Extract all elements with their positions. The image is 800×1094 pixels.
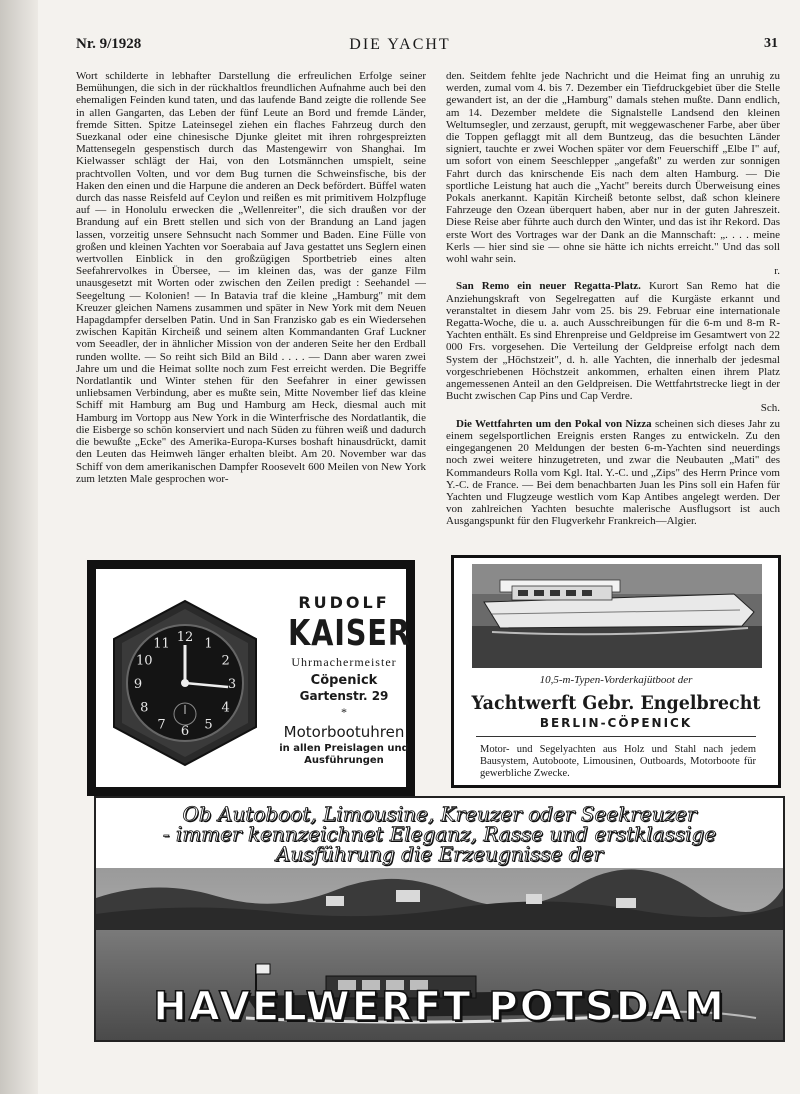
havel-slogan [96,804,783,864]
article-continuation: den. Seitdem fehlte jede Nachricht und die Heimat fing an unruhig zu werden, zumal vom 4. bis 7. Dezember ein Tiefdruckgebiet über die Stelle gewandert ist, an der die „Hamburg" damals stehen mußte. Dann endlich, am 14. Dezember meldete die Signalstelle Landsend den kleinen Weltumsegler, und zerzaust, gerupft, mit weggewaschener Farbe, aber über die Toppen geflaggt mit all dem Buntzeug, das die besuchten Länder signiert, tauchte er zwei Wochen später vor dem Feuerschiff „Elbe I" auf, um sofort von einem Seeschlepper „angefaßt" zu werden zur sonnigen Fahrt durch das knirschende Eis nach dem alten Hamburg. — Die sportliche Leistung hat auch die „Yacht" bereits durch Überweisung eines Pokals anerkannt. Kapitän Kircheiß betonte selbst, daß schon kleinere Fahrzeuge den Ozean überquert haben, aber nur in der guten Jahreszeit. Diese Reise aber führte auch durch den Winter, und das ist ihr Rekord. Das erste Wort des Vortrages war der Dank an die Mannschaft: „. . . . meine Kerls — hier sind sie — ohne sie hätte ich nichts erreicht." Und das soll wohl wahr sein. [446,70,780,266]
kaiser-profession: Uhrmachermeister [291,655,397,669]
ad-rudolf-kaiser [87,560,415,796]
divider [476,736,756,737]
article-column-left [76,70,426,548]
clock-numeral: 2 [221,653,230,669]
clock-numeral: 1 [204,636,213,652]
issue-number: Nr. 9/1928 [76,36,142,52]
motorboat-icon [472,564,762,668]
photo-caption: 10,5-m-Typen-Vorderkajütboot der [539,674,693,686]
clock-numeral: 12 [176,630,194,645]
kaiser-star: * [341,705,347,719]
article-paragraph: Wort schilderte in lebhafter Darstellung die erfreulichen Erfolge seiner Bemühungen, die sich in der rückhaltlos freundlichen Aufnahme auch bei den ehemaligen Feinden kund taten, und das laufende Band zeigte die rollende See in allen Gangarten, das Leben der fünf Leute an Bord und fremde Länder, fremde Sitten. Spitze Lateinsegel ziehen ein flaches Fahrzeug durch den Suezkanal oder eine chinesische Djunke gleitet mit ihren rohrgespreizten Mattensegeln gespenstisch durch das Mastengewirr von Shanghai. Im Kielwasser schlägt der Hai, von den Lotsmännchen umspielt, seine prachtvollen Volten, und vor dem Bug turnen die Schweinsfische, bis der Haken den einen und die Harpune die anderen an Deck befördert. Büffel waten durch das nasse Reisfeld auf Ceylon und reißen es mit primitivem Holzpfluge auf — in Honolulu erwecken die „Wellenreiter", die sich draußen vor der Brandung auf ein Brett stellen und sich von der Brandung an Land jagen lassen, vorzeitig unsere Sehnsucht nach Sommer und Baden. Eine Fülle von großen und kleinen Yachten vor Soerabaia auf Java gestattet uns Seglern einen wertvollen Einblick in den großzügigen Sportbetrieb eines alten Seefahrervolkes in Übersee, — im kleinen das, was der ganze Film unausgesetzt mit Worten oder zwischen den Zeilen predigt : Seehandel — Seegeltung — Kolonien! — In Batavia traf die kleine „Hamburg" mit dem Kreuzer gleichen Namens zusammen und später in New York mit dem Neuen Hapagdampfer derselben Patin. Und in San Franzisko gab es ein Wiedersehen zwischen Kapitän Kircheiß und seinem alten Kommandanten Graf Luckner vom Seeadler, der in ähnlicher Mission von der anderen Seite her den Erdball runden wollte. — So reiht sich Bild an Bild . . . . — Dann aber waren zwei Jahre um und die Heimat sollte noch zum Fest erreicht werden. Die Begriffe Nordatlantik und Winter stehen für den Seefahrer in einer gewissen unliebsamen Verbindung, aber es mußte sein, Mitte November lief das kleine Schiff mit Hamburg am Bug und Hamburg am Heck, diesmal auch mit Hamburg im Vortopp aus New York in die Winterfrische des Nordatlantik, die die Eisberge so schön konserviert und nach Süden zu führen weiß und dadurch die bewußte „Ecke" des Amerika-Europa-Kurses boshaft hinausdrückt, damit den Leuten das Heimweh länger erhalten bleibt. Am 20. November war das Schiff von dem amerikanischen Dampfer Roosevelt 600 Meilen von New York zum letzten Male gesprochen wor- [76,70,426,485]
engelbrecht-company: Yachtwerft Gebr. Engelbrecht [471,692,761,714]
clock-numeral: 9 [133,677,143,692]
clock-numeral: 7 [157,717,166,733]
clock-icon [110,599,260,767]
engelbrecht-city: BERLIN-CÖPENICK [539,716,693,730]
magazine-title: DIE YACHT [349,36,451,53]
news-nizza [446,418,780,528]
kaiser-product: Motorbootuhren [283,723,405,741]
clock-numeral: 8 [140,700,149,716]
clock-numeral: 10 [136,653,153,669]
kaiser-first-name: RUDOLF [298,593,390,612]
kaiser-tagline: in allen Preislagen und Ausführungen [279,743,409,766]
havel-company-name: HAVELWERFT POTSDAM [153,984,726,1030]
clock-numeral: 11 [153,636,170,652]
news-body: Kurort San Remo hat die Anziehungskraft von Segelregatten auf die Kurgäste erkannt und veranstaltet in diesem Jahr vom 25. bis 29. Februar eine internationale Regatta-Woche, die u. a. auch Ausschreibungen für die 6-m und 8-m R-Yachten enthält. Es sind Ehrenpreise und Geldpreise im Gesamtwert von 22 000 Frs. vorgesehen. Die Verteilung der Geldpreise erfolgt nach dem System der „Höchstzeit", d. h. alle Yachten, die innerhalb der jedesmal vorgeschriebenen Höchstzeit ankommen, erhalten einen ihrem Platz angemessenen Anteil an den Geldpreisen. Die Wettfahrtstrecke liegt in der Bucht zwischen Cap Pins und Cap Verdre. [446,280,780,403]
boat-photo [472,564,762,668]
engelbrecht-description: Motor- und Segelyachten aus Holz und Stahl nach jedem Bausystem, Autoboote, Limousinen, Outboards, Motorboote für gewerbliche Zwecke. [480,744,756,779]
author-signature: Sch. [760,402,780,415]
ad-havelwerft [94,796,785,1042]
clock-numeral: 6 [180,724,190,739]
news-heading: San Remo ein neuer Regatta-Platz. [456,280,641,293]
clock-numeral: 5 [204,717,213,733]
clock-numeral: 4 [221,700,230,716]
slogan-line: - immer kennzeichnet Eleganz, Rasse und erstklassige [162,822,717,846]
ad-engelbrecht [451,555,781,788]
slogan-line: Ausführung die Erzeugnisse der [275,842,604,866]
author-signature: r. [774,265,780,278]
page-number: 31 [764,36,778,51]
kaiser-last-name: KAISER [288,613,411,654]
article-column-right [446,70,780,548]
kaiser-address: Gartenstr. 29 [299,689,389,703]
kaiser-city: Cöpenick [310,673,378,688]
article-paragraph [446,70,780,277]
news-san-remo [446,280,780,414]
binding-gutter [0,0,38,1094]
clock-numeral: 3 [227,677,237,692]
news-heading: Die Wettfahrten um den Pokal von Nizza [456,417,652,430]
news-body: scheinen sich dieses Jahr zu einem segelsportlichen Ereignis ersten Ranges zu entwickeln. Zu den eingegangenen 20 Meldungen der besten 6-m-Yachten sind neuerdings noch zwei weitere hinzugetreten, und zwar die Neubauten „Mati" des Kommandeurs Rolla vom Kgl. Ital. Y.-C. und „Zips" des Herrn Prince vom Y.-C. de France. — Bei dem benachbarten Juan les Pins soll ein Hafen für Yachten und Flugzeuge westlich vom Kap Antibes angelegt werden. Der von zahlreichen Yachten besuchte malerische Ausflugsort ist auch Ausgangspunkt für den Flugverkehr Frankreich—Algier. [446,417,780,528]
clock-illustration [110,599,260,767]
slogan-line: Ob Autoboot, Limousine, Kreuzer oder Seekreuzer [182,802,697,826]
